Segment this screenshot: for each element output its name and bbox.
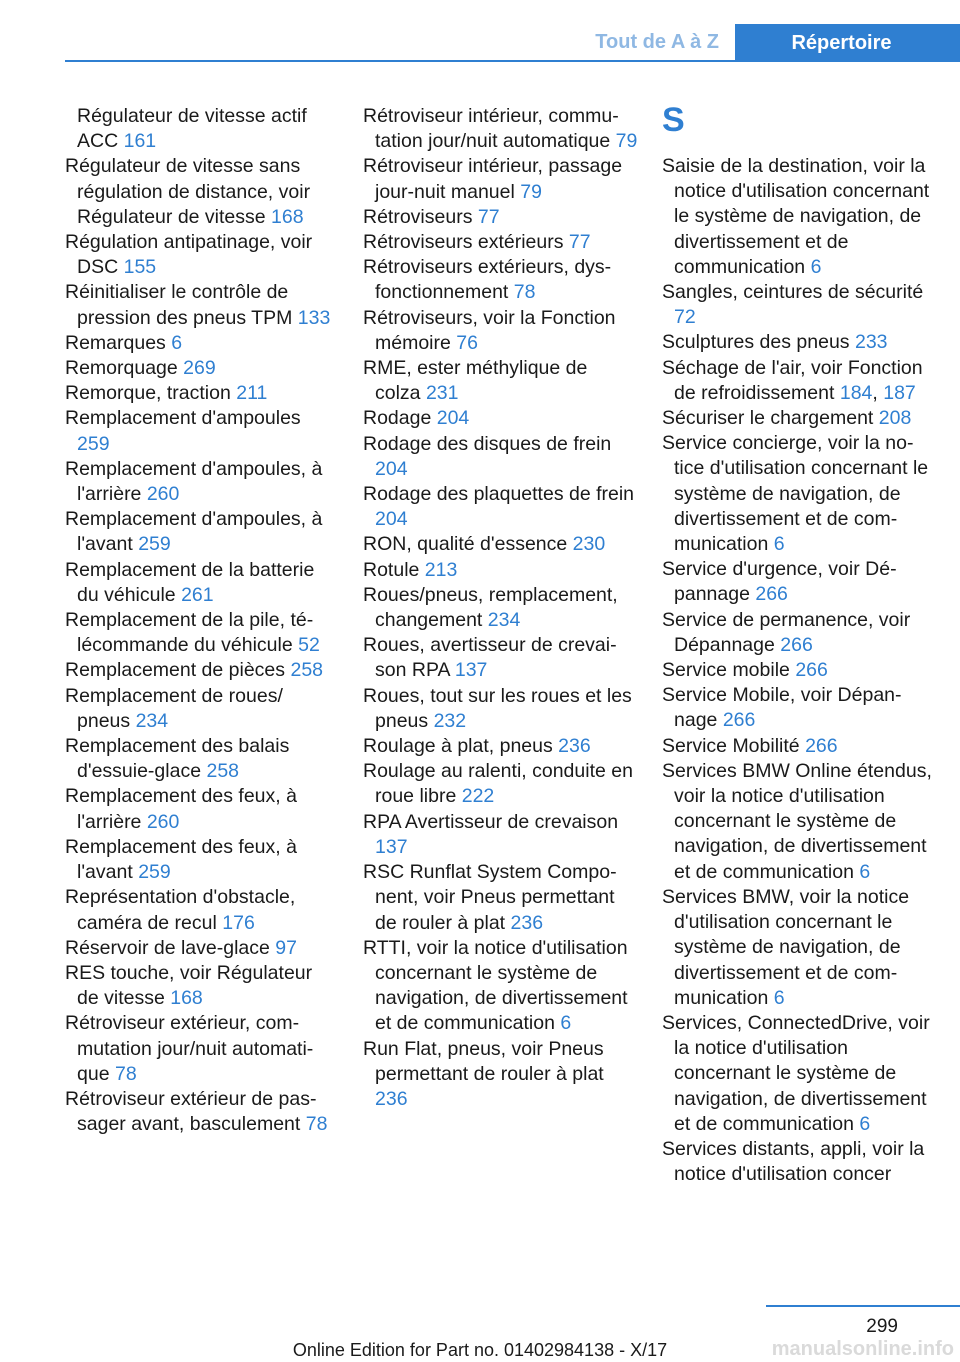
index-entry — [65, 331, 335, 356]
page-link[interactable]: 77 — [477, 205, 500, 228]
page-link[interactable]: 161 — [123, 130, 157, 153]
page-link[interactable]: 259 — [77, 432, 110, 455]
edition-note: Online Edition for Part no. 01402984138 - X/17 — [292, 1340, 668, 1360]
index-entry — [662, 759, 937, 885]
index-entry — [662, 683, 937, 733]
index-entry-text: Rotule — [363, 558, 420, 581]
index-entry — [363, 482, 638, 532]
index-entry — [65, 658, 335, 683]
index-entry-text: Roulage à plat, pneus — [363, 735, 553, 758]
index-entry-text: Roues/pneus, remplacement, changement — [363, 583, 618, 632]
index-entry — [65, 608, 335, 658]
index-entry-text: Rodage des plaquettes de frein — [363, 483, 635, 506]
page-link[interactable]: 266 — [780, 633, 813, 656]
page-number: 299 — [866, 1316, 898, 1337]
index-entry-text: Remplacement de pièces — [65, 659, 286, 682]
index-entry-text: Rodage des disques de frein — [363, 432, 612, 455]
index-entry-text: Remplacement des balais d'essuie-glace — [65, 735, 290, 783]
index-entry-text: RME, ester méthylique de colza — [363, 357, 588, 405]
page-link[interactable]: 260 — [146, 810, 180, 833]
page-link[interactable]: 258 — [290, 659, 324, 682]
index-entry — [363, 936, 638, 1037]
index-entry — [65, 936, 335, 961]
section-letter: S — [662, 101, 685, 139]
page-link[interactable]: 259 — [138, 533, 171, 556]
index-entry-text: Remplacement des feux, à l'avant — [65, 835, 297, 884]
index-entry-text: Service Mobile, voir Dépannage — [662, 684, 902, 732]
index-entry-text: Régulation antipatinage, voir DSC — [65, 231, 313, 279]
page-link[interactable]: 155 — [123, 256, 157, 279]
page-link[interactable]: 266 — [805, 734, 838, 757]
page-link[interactable]: 269 — [183, 357, 216, 380]
page-link[interactable]: 184 — [839, 381, 873, 404]
index-entry-text: Rétroviseur intérieur, commutation jour/nuit automatique — [363, 105, 619, 153]
index-entry — [363, 205, 638, 230]
page-link[interactable]: 259 — [138, 861, 171, 884]
index-entry — [65, 154, 335, 230]
page-link[interactable]: 232 — [433, 709, 467, 732]
index-entry — [65, 1011, 335, 1087]
page-link[interactable]: 6 — [859, 860, 871, 883]
index-entry — [65, 507, 335, 557]
page-link[interactable]: 6 — [859, 1112, 871, 1135]
index-entry — [65, 1087, 335, 1137]
index-entry-text: Services BMW, voir la notice d'utilisation concernant le système de navigation, de divertissement et de communication — [662, 885, 910, 1009]
page-link[interactable]: 78 — [513, 281, 536, 304]
page-link[interactable]: 211 — [236, 382, 268, 405]
index-entry — [363, 860, 638, 936]
index-entry-text: Rétroviseur intérieur, passage jour-nuit manuel — [363, 155, 623, 203]
index-entry-text: Remplacement de la batterie du véhicule — [65, 558, 315, 606]
index-entry-text: Remplacement d'ampoules, à l'avant — [65, 508, 323, 556]
page-link[interactable]: 133 — [297, 306, 331, 329]
index-entry-text: Sangles, ceintures de sécurité — [662, 281, 924, 304]
page-link[interactable]: 266 — [722, 709, 756, 732]
page-link[interactable]: 231 — [425, 382, 459, 405]
index-entry — [65, 381, 335, 406]
index-entry — [662, 557, 937, 607]
index-entry-text: Run Flat, pneus, voir Pneus permettant de rouler à plat — [363, 1037, 604, 1085]
index-entry-text: Remplacement d'ampoules, à l'arrière — [65, 457, 323, 506]
index-entry-text: Remplacement de la pile, télécommande du véhicule — [65, 609, 314, 657]
tab-repertoire[interactable]: Répertoire — [735, 24, 960, 62]
header-rule — [65, 60, 960, 62]
index-entry — [65, 961, 335, 1011]
page-link[interactable]: 168 — [271, 205, 304, 228]
page-link[interactable]: 258 — [206, 760, 240, 783]
page-link[interactable]: 236 — [558, 735, 591, 758]
index-entry — [662, 406, 937, 431]
index-entry-text: Remplacement d'ampoules — [65, 407, 301, 430]
index-entry — [363, 583, 638, 633]
index-entry-text: Rétroviseur extérieur, commutation jour/nuit automatique — [65, 1012, 314, 1085]
page-link[interactable]: 230 — [572, 533, 606, 556]
index-entry — [65, 734, 335, 784]
page-link[interactable]: 79 — [520, 180, 542, 203]
index-column-1 — [65, 104, 335, 1137]
index-entry — [363, 734, 638, 759]
index-entry-text: Sculptures des pneus — [662, 331, 850, 354]
index-entry-text: Rétroviseurs — [363, 205, 473, 228]
index-entry-text: Rétroviseurs extérieurs, dysfonctionnement — [363, 256, 612, 304]
index-entry — [363, 532, 638, 557]
page-link[interactable]: 261 — [181, 583, 214, 606]
tab-tout-de-a-a-z[interactable]: Tout de A à Z — [595, 30, 719, 53]
index-entry-text: Services, ConnectedDrive, voir la notice d'utilisation concernant le système de navigation, de divertissement et de communication — [662, 1011, 930, 1135]
index-entry-text: Service mobile — [662, 659, 790, 682]
index-entry-text: Réinitialiser le contrôle de pression des pneus TPM — [65, 281, 293, 329]
page-link[interactable]: 6 — [810, 255, 822, 278]
index-entry-text: Remorque, traction — [65, 382, 231, 405]
page-link[interactable]: 78 — [305, 1113, 328, 1136]
page-link[interactable]: 6 — [560, 1012, 572, 1035]
index-entry-text: RON, qualité d'essence — [363, 533, 568, 556]
index-entry — [662, 1011, 937, 1137]
page-link[interactable]: 52 — [298, 634, 320, 657]
index-entry-text: Rétroviseur extérieur de passager avant, basculement — [65, 1087, 317, 1136]
page-link[interactable]: 78 — [114, 1062, 137, 1085]
index-entry-text: Services BMW Online étendus, voir la notice d'utilisation concernant le système de navigation, de divertissement et de communication — [662, 759, 932, 883]
page-link[interactable]: 72 — [674, 306, 696, 329]
index-entry-text: RES touche, voir Régulateur de vitesse — [65, 961, 313, 1010]
page-link[interactable]: 204 — [375, 457, 408, 480]
index-entry — [662, 154, 937, 280]
page-link[interactable]: 233 — [854, 331, 888, 354]
index-column-3 — [662, 101, 937, 1187]
index-entry — [65, 684, 335, 734]
index-entry-text: Remorquage — [65, 357, 178, 380]
index-entry — [662, 1137, 937, 1187]
page-link[interactable]: 222 — [461, 785, 495, 808]
index-entry — [363, 406, 638, 431]
page-link[interactable]: 236 — [510, 911, 544, 934]
index-entry — [65, 558, 335, 608]
index-entry-text: Services distants, appli, voir la notice d'utilisation concer — [662, 1137, 925, 1186]
page-link[interactable]: 176 — [222, 911, 255, 934]
index-entry-text: Service Mobilité — [662, 734, 800, 757]
page-link[interactable]: 6 — [171, 331, 183, 354]
index-entry — [662, 330, 937, 355]
page-link[interactable]: 260 — [146, 483, 180, 506]
index-entry-text: Roues, avertisseur de crevaison RPA — [363, 634, 617, 682]
index-entry — [65, 784, 335, 834]
index-entry — [662, 608, 937, 658]
index-entry-text: Roulage au ralenti, conduite en roue libre — [363, 760, 633, 808]
index-entry — [363, 230, 638, 255]
page-link[interactable]: 234 — [487, 609, 521, 632]
page-link[interactable]: 137 — [454, 659, 488, 682]
index-entry-text: Rétroviseurs, voir la Fonction mémoire — [363, 306, 616, 354]
index-entry-text: Remarques — [65, 331, 166, 354]
page-link[interactable]: 204 — [436, 407, 470, 430]
index-entry-text: Service de permanence, voir Dépannage — [662, 608, 911, 656]
page-link[interactable]: 208 — [878, 407, 912, 430]
index-entry — [65, 885, 335, 935]
page-link[interactable]: 213 — [424, 558, 458, 581]
index-entry-text: Service concierge, voir la notice d'utilisation concernant le système de navigation, de divertissement et de communication — [662, 432, 929, 556]
index-entry — [363, 104, 638, 154]
page-link[interactable]: 204 — [375, 508, 408, 531]
index-entry-text: Sécuriser le chargement — [662, 407, 874, 430]
index-entry — [363, 759, 638, 809]
page-link[interactable]: 6 — [773, 986, 785, 1009]
index-entry — [662, 280, 937, 330]
index-entry-text: Représentation d'obstacle, caméra de recul — [65, 886, 296, 934]
index-entry — [363, 356, 638, 406]
page-link[interactable]: 79 — [615, 130, 638, 153]
index-entry-text: Réservoir de lave-glace — [65, 936, 270, 959]
page-link[interactable]: 266 — [755, 583, 788, 606]
page-link[interactable]: 234 — [135, 709, 169, 732]
page-link[interactable]: 137 — [375, 835, 408, 858]
index-entry — [65, 457, 335, 507]
index-entry-text: Rodage — [363, 407, 432, 430]
page-link[interactable]: 76 — [456, 331, 478, 354]
page-link[interactable]: 266 — [795, 659, 828, 682]
index-entry — [363, 154, 638, 204]
page-link[interactable]: 6 — [773, 533, 785, 556]
index-entry — [65, 280, 335, 330]
index-entry-text: RSC Runflat System Component, voir Pneus permettant de rouler à plat — [363, 861, 617, 934]
page-link[interactable]: 97 — [275, 936, 297, 959]
index-entry-text: RPA Avertisseur de crevaison — [363, 810, 619, 833]
index-entry-text: Régulateur de vitesse actif ACC — [77, 105, 307, 153]
index-entry — [65, 356, 335, 381]
index-entry-text: Régulateur de vitesse sans régulation de distance, voir Régulateur de vitesse — [65, 155, 311, 228]
index-entry-text: Service d'urgence, voir Dépannage — [662, 558, 897, 606]
page-link[interactable]: 187 — [883, 381, 916, 404]
footer-rule — [766, 1305, 960, 1307]
index-entry — [662, 658, 937, 683]
index-entry-text: Séchage de l'air, voir Fonction de refroidissement — [662, 356, 923, 404]
index-column-2 — [363, 104, 638, 1112]
index-entry — [65, 230, 335, 280]
index-entry — [662, 885, 937, 1011]
index-entry — [662, 431, 937, 557]
index-entry — [65, 104, 335, 154]
index-entry-text: Saisie de la destination, voir la notice d'utilisation concernant le système de navigation, de divertissement et de communication — [662, 155, 930, 278]
index-entry — [662, 734, 937, 759]
index-entry — [363, 810, 638, 860]
index-entry-text: Rétroviseurs extérieurs — [363, 231, 564, 254]
index-entry — [65, 406, 335, 456]
page-link[interactable]: 77 — [568, 231, 591, 254]
index-entry-text: Roues, tout sur les roues et les pneus — [363, 684, 632, 732]
index-entry-text: Remplacement de roues/ pneus — [65, 684, 283, 732]
index-entry — [363, 255, 638, 305]
index-entry — [363, 684, 638, 734]
index-entry — [363, 306, 638, 356]
watermark: manualsonline.info — [771, 1338, 954, 1360]
index-entry — [363, 633, 638, 683]
page-header — [65, 24, 960, 62]
index-entry — [363, 1037, 638, 1113]
index-entry — [65, 835, 335, 885]
index-entry — [363, 432, 638, 482]
page-link[interactable]: 168 — [170, 987, 203, 1010]
index-entry-text: RTTI, voir la notice d'utilisation concernant le système de navigation, de divertissement et de communication — [363, 936, 628, 1035]
page-link[interactable]: 236 — [375, 1087, 408, 1110]
index-entry-text: Remplacement des feux, à l'arrière — [65, 785, 297, 833]
index-entry: Séchage de l'air, voir Fonction de refroidissement 184, 187 — [662, 356, 923, 404]
index-entry — [363, 558, 638, 583]
